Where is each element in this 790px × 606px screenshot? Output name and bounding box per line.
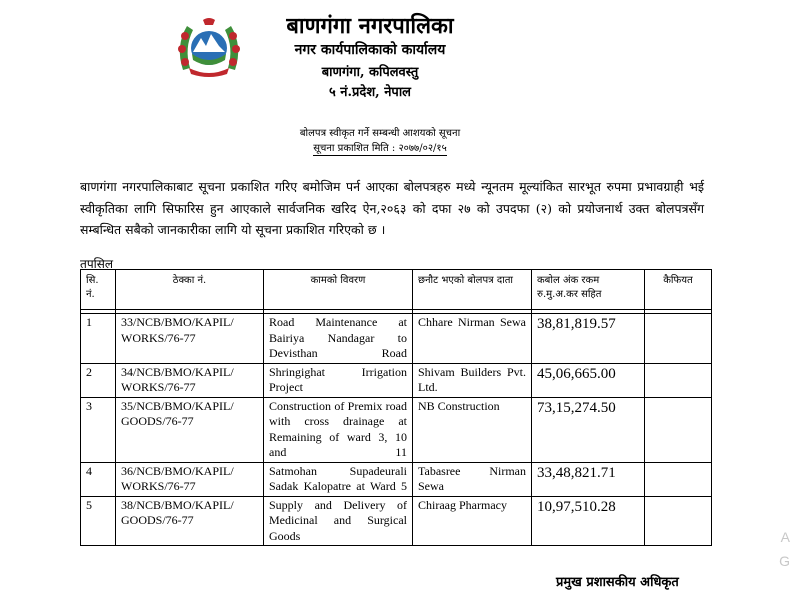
cell-remarks <box>645 462 712 496</box>
col-header-sn: सि. नं. <box>81 270 116 310</box>
col-header-contract-no: ठेक्का नं. <box>116 270 264 310</box>
cell-bidder: Tabasree Nirman Sewa <box>413 462 532 496</box>
cell-amount: 38,81,819.57 <box>532 314 645 364</box>
cell-remarks <box>645 314 712 364</box>
table-row <box>81 462 712 496</box>
cell-amount: 10,97,510.28 <box>532 496 645 546</box>
cell-contract-no: 33/NCB/BMO/KAPIL/ WORKS/76-77 <box>116 314 264 364</box>
cell-contract-no: 38/NCB/BMO/KAPIL/ GOODS/76-77 <box>116 496 264 546</box>
cell-bidder: Chiraag Pharmacy <box>413 496 532 546</box>
table-header-row <box>81 270 712 310</box>
table-row <box>81 314 712 364</box>
col-header-description: कामको विवरण <box>264 270 413 310</box>
cell-bidder: Chhare Nirman Sewa <box>413 314 532 364</box>
notice-date-line <box>180 140 580 154</box>
table-caption: तपसिल <box>80 257 114 271</box>
col-header-amount: कबोल अंक रकम रु.मु.अ.कर सहित <box>532 270 645 310</box>
cell-amount: 33,48,821.71 <box>532 462 645 496</box>
col-header-remarks: कैफियत <box>645 270 712 310</box>
cell-remarks <box>645 496 712 546</box>
cell-description: Supply and Delivery of Medicinal and Surgical Goods <box>264 496 413 546</box>
office-name: नगर कार्यपालिकाको कार्यालय <box>294 42 446 58</box>
edge-overlay-letter: A <box>780 529 790 545</box>
table-row <box>81 397 712 462</box>
cell-sn: 1 <box>81 314 116 364</box>
signatory-title: प्रमुख प्रशासकीय अधिकृत <box>556 575 679 590</box>
cell-sn: 5 <box>81 496 116 546</box>
cell-remarks <box>645 397 712 462</box>
cell-description: Road Maintenance at Bairiya Nandagar to Devisthan Road <box>264 314 413 364</box>
cell-contract-no: 34/NCB/BMO/KAPIL/ WORKS/76-77 <box>116 363 264 397</box>
cell-bidder: Shivam Builders Pvt. Ltd. <box>413 363 532 397</box>
municipality-name: बाणगंगा नगरपालिका <box>286 13 454 39</box>
cell-contract-no: 35/NCB/BMO/KAPIL/ GOODS/76-77 <box>116 397 264 462</box>
table-row <box>81 363 712 397</box>
province-line: ५ नं.प्रदेश, नेपाल <box>329 85 411 100</box>
cell-amount: 45,06,665.00 <box>532 363 645 397</box>
edge-overlay-letter: G <box>779 553 790 569</box>
cell-description: Satmohan Supadeurali Sadak Kalopatre at Ward 5 <box>264 462 413 496</box>
cell-description: Shringighat Irrigation Project <box>264 363 413 397</box>
cell-bidder: NB Construction <box>413 397 532 462</box>
cell-contract-no: 36/NCB/BMO/KAPIL/ WORKS/76-77 <box>116 462 264 496</box>
cell-sn: 3 <box>81 397 116 462</box>
nepal-emblem-logo <box>173 16 245 78</box>
notice-body: बाणगंगा नगरपालिकाबाट सूचना प्रकाशित गरिए बमोजिम पर्न आएका बोलपत्रहरु मध्ये न्यूनतम मूल्यांकित सारभूत रुपमा प्रभावग्राही भई स्वीकृतिका लागि सिफारिस हुन आएकाले सार्वजनिक खरिद ऐन,२०६३ को दफा २७ को उपदफा (२) को प्रयोजनार्थ उक्त बोलपत्रसँग सम्बन्धित सबैको जानकारीका लागि यो सूचना प्रकाशित गरिएको छ । <box>80 179 704 237</box>
bid-table <box>80 269 712 546</box>
notice-subject: बोलपत्र स्वीकृत गर्ने सम्बन्धी आशयको सूचना <box>299 128 461 139</box>
publish-date: सूचना प्रकाशित मिति : २०७७/०२/१५ <box>313 143 447 154</box>
office-address: बाणगंगा, कपिलवस्तु <box>321 65 419 80</box>
cell-sn: 4 <box>81 462 116 496</box>
cell-sn: 2 <box>81 363 116 397</box>
cell-amount: 73,15,274.50 <box>532 397 645 462</box>
cell-description: Construction of Premix road with cross drainage at Remaining of ward 3, 10 and 11 <box>264 397 413 462</box>
cell-remarks <box>645 363 712 397</box>
table-row <box>81 496 712 546</box>
col-header-bidder: छनौट भएको बोलपत्र दाता <box>413 270 532 310</box>
